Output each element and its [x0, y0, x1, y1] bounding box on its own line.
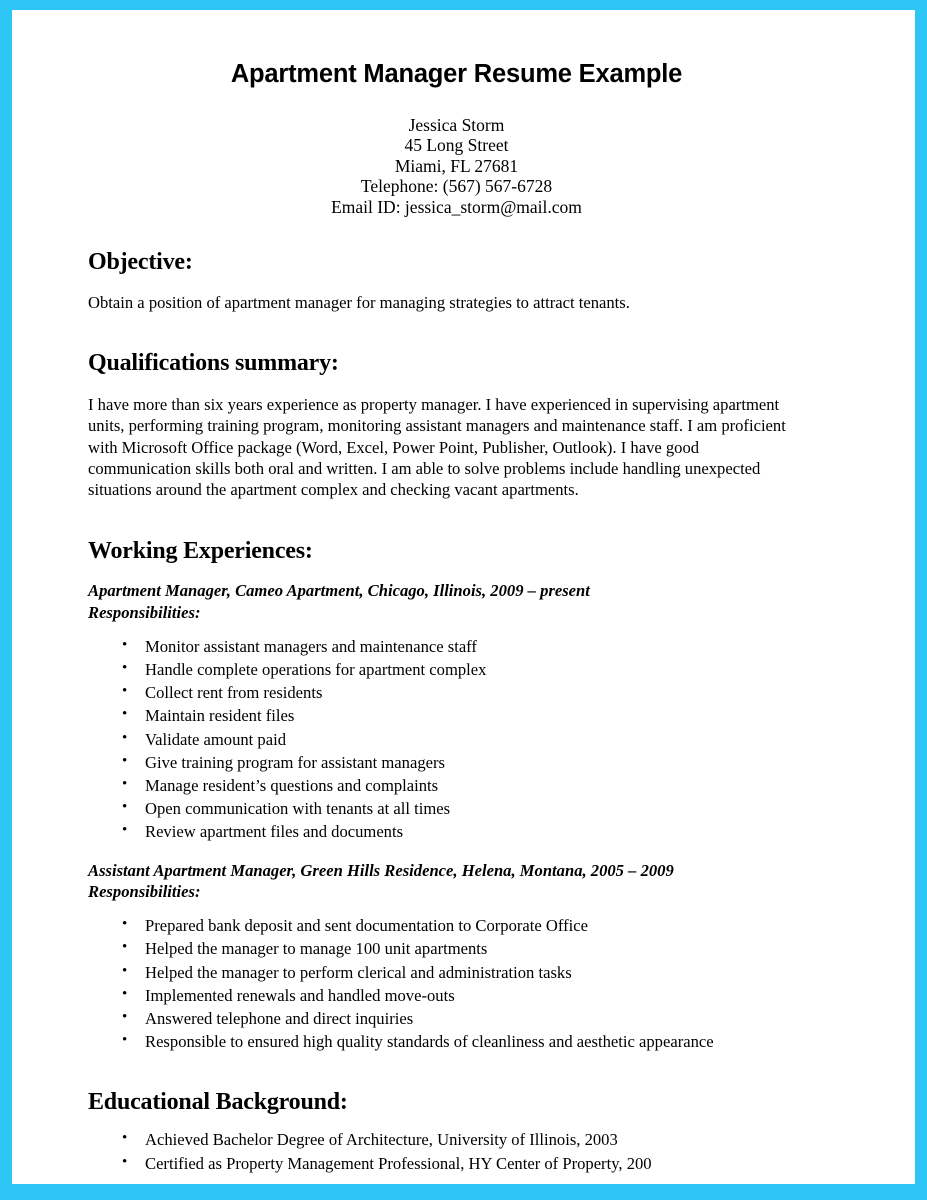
- contact-name: Jessica Storm: [408, 115, 505, 135]
- job-responsibilities-label: Responsibilities:: [88, 602, 201, 622]
- list-item: • Achieved Bachelor Degree of Architecture, University of Illinois, 2003: [88, 1128, 865, 1151]
- list-item: • Helped the manager to manage 100 unit apartments: [88, 937, 865, 960]
- list-item: • Answered telephone and direct inquiries: [88, 1007, 865, 1030]
- job-bullet-list: [88, 914, 865, 1053]
- contact-city-state-zip: Miami, FL 27681: [394, 155, 519, 176]
- section-heading-educational-background: Educational Background:: [88, 1089, 348, 1116]
- page-title: Apartment Manager Resume Example: [230, 60, 683, 88]
- resume-page: [12, 10, 915, 1184]
- resume-body: [12, 249, 915, 1175]
- contact-street: 45 Long Street: [404, 135, 509, 156]
- list-item: • Helped the manager to perform clerical and administration tasks: [88, 961, 865, 984]
- section-heading-objective: Objective:: [88, 249, 193, 276]
- job-bullet-list: [88, 635, 865, 844]
- objective-text: Obtain a position of apartment manager for managing strategies to attract tenants.: [88, 293, 630, 313]
- list-item: • Certified as Property Management Professional, HY Center of Property, 200: [88, 1152, 865, 1175]
- contact-telephone: Telephone: (567) 567-6728: [360, 176, 553, 197]
- list-item: • Maintain resident files: [88, 704, 865, 727]
- list-item: • Prepared bank deposit and sent documentation to Corporate Office: [88, 914, 865, 937]
- list-item: • Implemented renewals and handled move-outs: [88, 984, 865, 1007]
- education-bullet-list: [88, 1128, 865, 1174]
- contact-email: Email ID: jessica_storm@mail.com: [331, 196, 582, 217]
- list-item: • Open communication with tenants at all times: [88, 797, 865, 820]
- list-item: • Handle complete operations for apartment complex: [88, 658, 865, 681]
- list-item: • Collect rent from residents: [88, 681, 865, 704]
- list-item: • Give training program for assistant managers: [88, 751, 865, 774]
- job-responsibilities-label: Responsibilities:: [88, 881, 201, 901]
- resume-content: [12, 10, 915, 1175]
- section-heading-qualifications: Qualifications summary:: [88, 350, 339, 377]
- job-title-line: Assistant Apartment Manager, Green Hills Residence, Helena, Montana, 2005 – 2009: [88, 860, 674, 880]
- list-item: • Monitor assistant managers and maintenance staff: [88, 635, 865, 658]
- list-item: • Manage resident’s questions and complaints: [88, 774, 865, 797]
- section-heading-working-experiences: Working Experiences:: [88, 538, 313, 565]
- contact-block: [12, 115, 915, 217]
- list-item: • Responsible to ensured high quality standards of cleanliness and aesthetic appearance: [88, 1030, 865, 1053]
- list-item: • Review apartment files and documents: [88, 820, 865, 843]
- qualifications-text: I have more than six years experience as property manager. I have experienced in supervising apartment units, performing training program, monitoring assistant managers and maintenance staff. I am proficient with Microsoft Office package (Word, Excel, Power Point, Publisher, Outlook). I have good communication skills both oral and written. I am able to solve problems include handling unexpected situations around the apartment complex and checking vacant apartments.: [88, 395, 786, 500]
- job-title-line: Apartment Manager, Cameo Apartment, Chicago, Illinois, 2009 – present: [88, 581, 590, 601]
- list-item: • Validate amount paid: [88, 728, 865, 751]
- job-entry: [88, 860, 865, 903]
- job-entry: [88, 580, 865, 623]
